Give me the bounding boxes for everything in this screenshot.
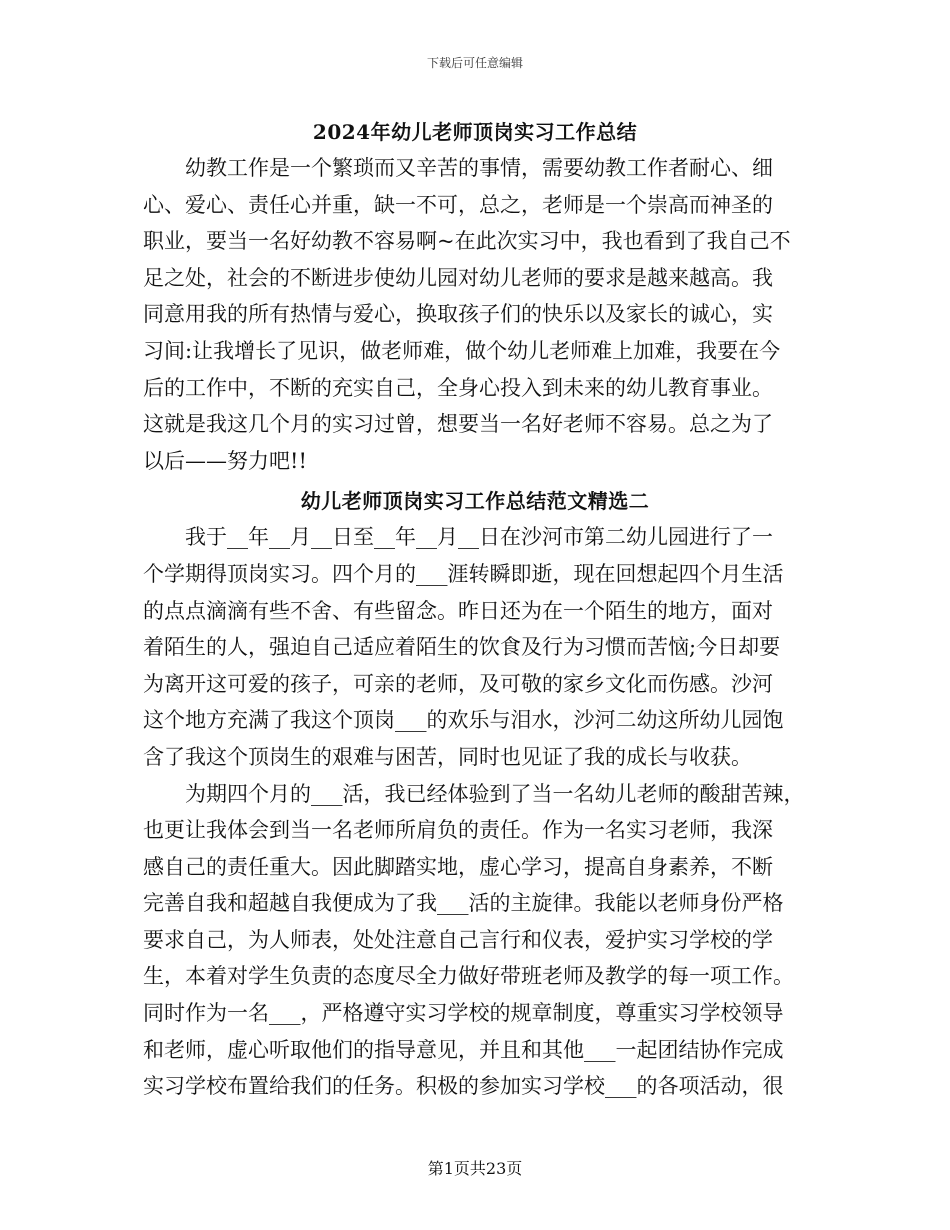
text-line: 生，本着对学生负责的态度尽全力做好带班老师及教学的每一项工作。 <box>143 964 794 989</box>
section-title-1: 2024年幼儿老师顶岗实习工作总结 <box>312 120 638 144</box>
text-line: 我于__年__月__日至__年__月__日在沙河市第二幼儿园进行了一 <box>185 525 773 550</box>
text-line: 实习学校布置给我们的任务。积极的参加实习学校___的各项活动，很 <box>143 1074 784 1099</box>
text-line: 同时作为一名___，严格遵守实习学校的规章制度，尊重实习学校领导 <box>143 1001 784 1026</box>
page-footer: 第1页共23页 <box>427 1159 523 1178</box>
text-line: 个学期得顶岗实习。四个月的___涯转瞬即逝，现在回想起四个月生活 <box>143 561 784 586</box>
document-body <box>143 110 807 1105</box>
text-line: 为离开这可爱的孩子，可亲的老师，及可敬的家乡文化而伤感。沙河 <box>143 671 773 696</box>
text-line: 习间:让我增长了见识，做老师难，做个幼儿老师难上加难，我要在今 <box>143 338 781 363</box>
text-line: 要求自己，为人师表，处处注意自己言行和仪表，爱护实习学校的学 <box>143 927 773 952</box>
text-line: 和老师，虚心听取他们的指导意见，并且和其他___一起团结协作完成 <box>143 1037 784 1062</box>
text-line: 心、爱心、责任心并重，缺一不可，总之，老师是一个崇高而神圣的 <box>143 192 773 217</box>
section-2-body <box>143 519 807 1105</box>
text-line: 感自己的责任重大。因此脚踏实地，虚心学习，提高自身素养，不断 <box>143 854 773 879</box>
text-line: 足之处，社会的不断进步使幼儿园对幼儿老师的要求是越来越高。我 <box>143 265 773 290</box>
text-line: 着陌生的人，强迫自己适应着陌生的饮食及行为习惯而苦恼;今日却要 <box>143 635 781 660</box>
text-line: 这就是我这几个月的实习过曾，想要当一名好老师不容易。总之为了 <box>143 412 773 437</box>
text-line: 以后——努力吧!! <box>143 448 307 473</box>
text-line: 含了我这个顶岗生的艰难与困苦，同时也见证了我的成长与收获。 <box>143 744 752 769</box>
section-1-body <box>143 150 807 479</box>
text-line: 也更让我体会到当一名老师所肩负的责任。作为一名实习老师，我深 <box>143 818 773 843</box>
text-line: 幼教工作是一个繁琐而又辛苦的事情，需要幼教工作者耐心、细 <box>185 156 773 180</box>
text-line: 后的工作中，不断的充实自己，全身心投入到未来的幼儿教育事业。 <box>143 375 773 400</box>
text-line: 完善自我和超越自我便成为了我___活的主旋律。我能以老师身份严格 <box>143 891 784 916</box>
text-line: 职业，要当一名好幼教不容易啊~在此次实习中，我也看到了我自己不 <box>143 229 791 254</box>
section-title-2: 幼儿老师顶岗实习工作总结范文精选二 <box>300 489 650 514</box>
text-line: 这个地方充满了我这个顶岗___的欢乐与泪水，沙河二幼这所幼儿园饱 <box>143 708 784 733</box>
header-note: 下载后可任意编辑 <box>426 56 523 70</box>
text-line: 同意用我的所有热情与爱心，换取孩子们的快乐以及家长的诚心，实 <box>143 302 773 327</box>
text-line: 为期四个月的___活，我已经体验到了当一名幼儿老师的酸甜苦辣， <box>185 781 805 806</box>
text-line: 的点点滴滴有些不舍、有些留念。昨日还为在一个陌生的地方，面对 <box>143 598 773 623</box>
